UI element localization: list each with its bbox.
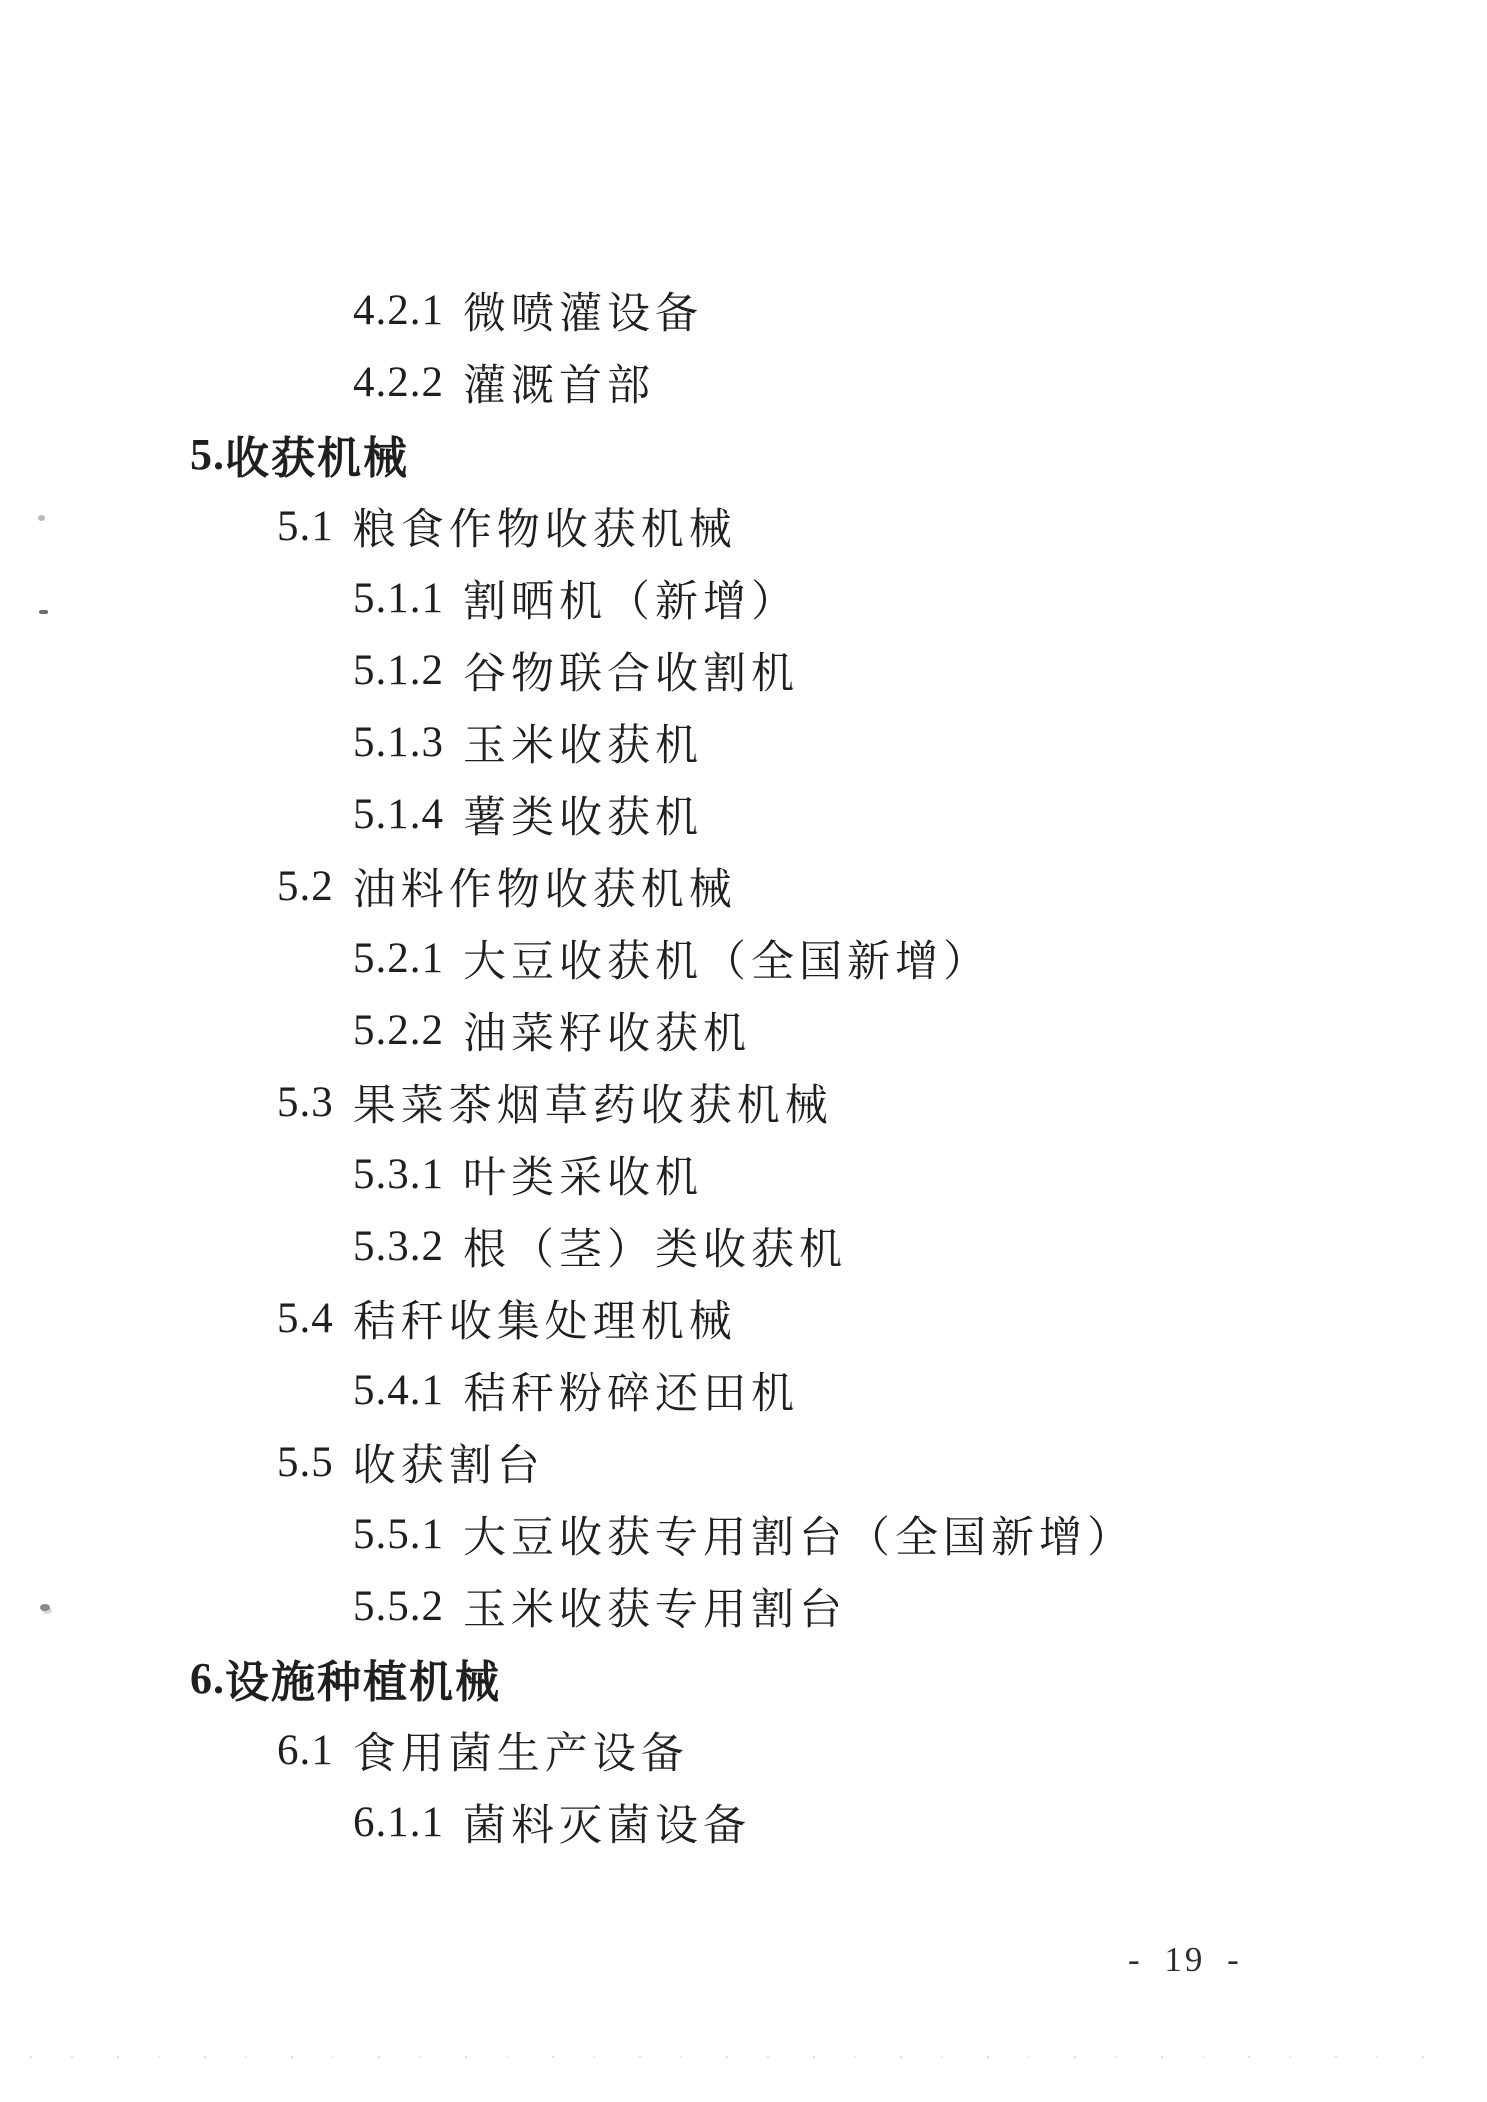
outline-item xyxy=(0,1786,1487,1858)
outline-item-number: 6. xyxy=(190,1653,225,1703)
outline-item-number: 5.4.1 xyxy=(353,1366,444,1414)
outline-item-number: 5.3.1 xyxy=(353,1150,444,1198)
outline-item-number: 5.1 xyxy=(277,502,334,550)
outline-item-number: 4.2.1 xyxy=(353,286,444,334)
outline-item xyxy=(0,1498,1487,1570)
outline-item xyxy=(0,562,1487,634)
outline-item-number: 5.5 xyxy=(277,1438,334,1486)
outline-item xyxy=(0,1426,1487,1498)
outline-list xyxy=(0,274,1487,1858)
outline-item-label: 收获机械 xyxy=(225,434,409,483)
outline-item xyxy=(0,490,1487,562)
outline-item-label: 大豆收获机（全国新增） xyxy=(463,938,991,986)
outline-item xyxy=(0,994,1487,1066)
outline-item xyxy=(0,346,1487,418)
outline-item-label: 菌料灭菌设备 xyxy=(463,1802,751,1850)
outline-item-label: 谷物联合收割机 xyxy=(463,650,799,698)
outline-item-number: 5.4 xyxy=(277,1294,334,1342)
outline-item-label: 薯类收获机 xyxy=(463,794,703,842)
outline-item-label: 油料作物收获机械 xyxy=(352,866,737,914)
outline-item-number: 5.5.1 xyxy=(353,1510,444,1558)
outline-item-number: 6.1 xyxy=(277,1726,334,1774)
page-number: - 19 - xyxy=(1128,1940,1242,1979)
outline-item-label: 微喷灌设备 xyxy=(463,290,703,338)
outline-item xyxy=(0,1354,1487,1426)
outline-item-label: 灌溉首部 xyxy=(463,362,655,410)
outline-item xyxy=(0,778,1487,850)
outline-item xyxy=(0,634,1487,706)
outline-item-label: 大豆收获专用割台（全国新增） xyxy=(463,1514,1135,1562)
outline-item-label: 割晒机（新增） xyxy=(463,578,799,626)
outline-item-number: 4.2.2 xyxy=(353,358,444,406)
outline-item-label: 根（茎）类收获机 xyxy=(463,1226,847,1274)
outline-item-label: 秸秆粉碎还田机 xyxy=(463,1370,799,1418)
scan-speck xyxy=(38,515,45,521)
outline-item-number: 5.2 xyxy=(277,862,334,910)
outline-item xyxy=(0,1066,1487,1138)
outline-item-label: 秸秆收集处理机械 xyxy=(352,1298,737,1346)
outline-item-label: 油菜籽收获机 xyxy=(463,1010,751,1058)
outline-item xyxy=(0,1210,1487,1282)
scan-edge-artifact xyxy=(30,2056,1457,2058)
outline-item-label: 粮食作物收获机械 xyxy=(352,506,737,554)
outline-item-number: 5.2.2 xyxy=(353,1006,444,1054)
scan-speck xyxy=(40,1604,50,1611)
outline-item-label: 收获割台 xyxy=(352,1442,545,1490)
outline-item xyxy=(0,1282,1487,1354)
outline-item-number: 5.1.2 xyxy=(353,646,444,694)
outline-item-number: 5.3 xyxy=(277,1078,334,1126)
outline-item xyxy=(0,1570,1487,1642)
outline-item-number: 5.3.2 xyxy=(353,1222,444,1270)
outline-item-number: 5. xyxy=(190,429,225,479)
scan-speck xyxy=(39,610,48,614)
outline-item-label: 玉米收获机 xyxy=(463,722,703,770)
outline-item-number: 5.1.1 xyxy=(353,574,444,622)
outline-item-number: 5.2.1 xyxy=(353,934,444,982)
outline-item xyxy=(0,1642,1487,1714)
outline-item-number: 6.1.1 xyxy=(353,1798,444,1846)
outline-item-label: 食用菌生产设备 xyxy=(352,1730,689,1778)
outline-item-label: 设施种植机械 xyxy=(225,1658,501,1707)
outline-item-number: 5.1.4 xyxy=(353,790,444,838)
outline-item xyxy=(0,706,1487,778)
outline-item xyxy=(0,1714,1487,1786)
outline-item-label: 叶类采收机 xyxy=(463,1154,703,1202)
outline-item xyxy=(0,850,1487,922)
outline-item xyxy=(0,1138,1487,1210)
outline-item-number: 5.1.3 xyxy=(353,718,444,766)
outline-item-label: 果菜茶烟草药收获机械 xyxy=(352,1082,833,1130)
outline-item xyxy=(0,922,1487,994)
outline-item-label: 玉米收获专用割台 xyxy=(463,1586,847,1634)
outline-item xyxy=(0,274,1487,346)
outline-item xyxy=(0,418,1487,490)
outline-item-number: 5.5.2 xyxy=(353,1582,444,1630)
